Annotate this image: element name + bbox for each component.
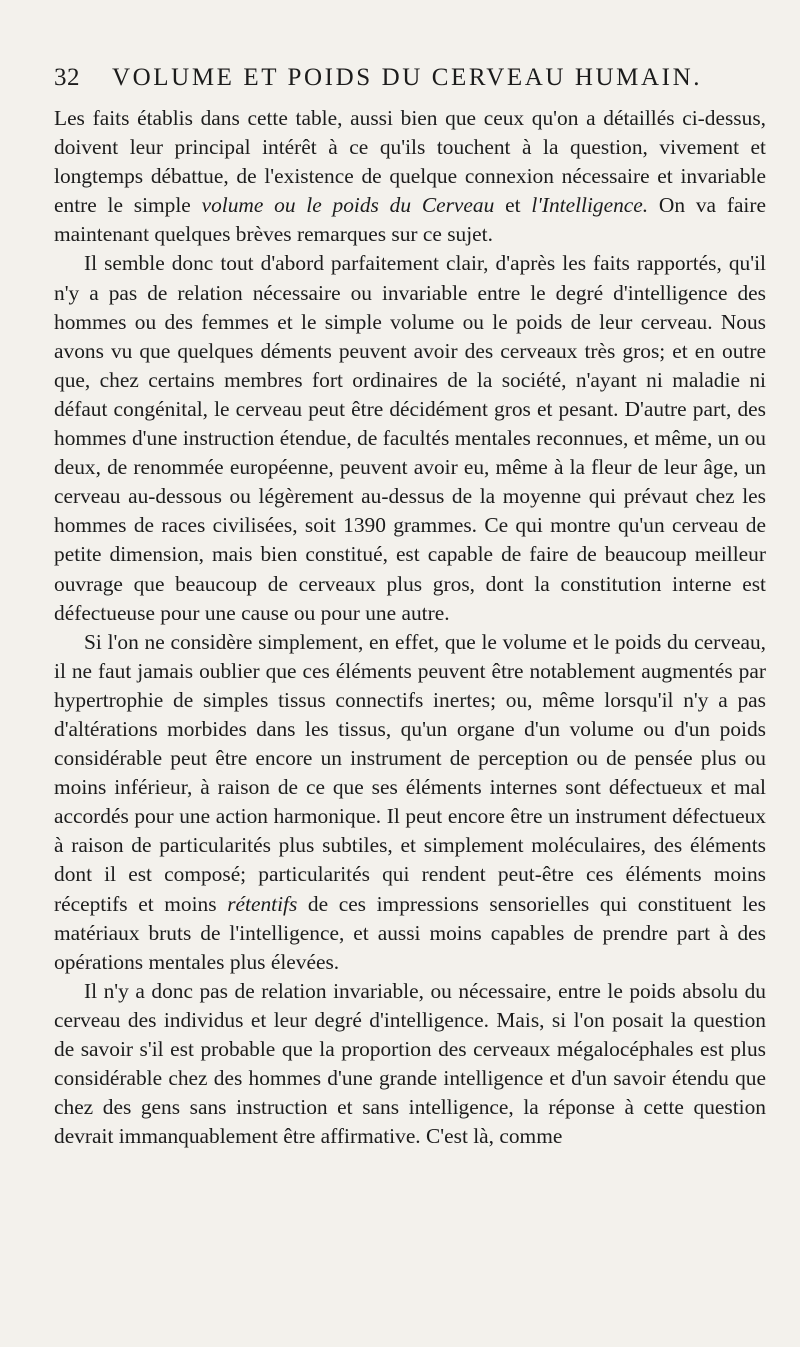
paragraph-3-text-a: Si l'on ne considère simplement, en effet, que le volume et le poids du cerveau, il ne faut jamais oublier que ces éléments peuvent être notablement augmentés par hypertrophie de simples tissus connectifs inertes; ou, même lorsqu'il n'y a pas d'altérations morbides dans les tissus, qu'un organe d'un volume ou d'un poids considérable peut être encore un instrument de perception ou de pensée plus ou moins inférieur, à raison de ce que ses éléments internes sont défectueux et mal accordés pour une action harmonique. Il peut encore être un instrument défectueux à raison de particularités plus subtiles, et simplement moléculaires, des éléments dont il est composé; particularités qui rendent peut-être ces éléments moins réceptifs et moins	[54, 629, 766, 916]
page-header	[54, 60, 766, 100]
paragraph-1-italic-intelligence: l'Intelligence.	[531, 193, 649, 218]
paragraph-3-text-b: de ces impressions sensorielles qui constituent les matériaux bruts de l'intelligence, et aussi moins capables de prendre part à des opérations mentales plus élevées.	[54, 891, 766, 974]
paragraph-1-text-a: Les faits établis dans cette table, aussi bien que ceux qu'on a détaillés ci-dessus, doivent leur principal intérêt à ce qu'ils touchent à la question, vivement et longtemps débattue, de l'existence de quelque connexion nécessaire et invariable entre le simple	[54, 106, 766, 218]
paragraph-4: Il n'y a donc pas de relation invariable, ou nécessaire, entre le poids absolu du cerveau des individus et leur degré d'intelligence. Mais, si l'on posait la question de savoir s'il est probable que la proportion des cerveaux mégalocéphales est plus considérable chez des hommes d'une grande intelligence et d'un savoir étendu que chez des gens sans instruction et sans intelligence, la réponse à cette question devrait immanquablement être affirmative. C'est là, comme	[54, 978, 766, 1149]
running-head: VOLUME ET POIDS DU CERVEAU HUMAIN.	[112, 64, 703, 91]
paragraph-1-text-b: et	[494, 193, 532, 218]
paragraph-3-italic-retentifs: rétentifs	[227, 891, 298, 916]
paragraph-1-italic-volume: volume ou le poids du Cerveau	[201, 193, 495, 218]
page-number: 32	[54, 64, 80, 91]
paragraph-1-text-c: On va faire maintenant quelques brèves remarques sur ce sujet.	[54, 193, 766, 247]
paragraph-3	[54, 628, 766, 977]
body-text	[54, 104, 766, 1151]
paragraph-1	[54, 104, 766, 249]
paragraph-2: Il semble donc tout d'abord parfaitement clair, d'après les faits rapportés, qu'il n'y a pas de relation nécessaire ou invariable entre le degré d'intelligence des hommes ou des femmes et le simple volume ou le poids de leur cerveau. Nous avons vu que quelques déments peuvent avoir des cerveaux très gros; et en outre que, chez certains membres fort ordinaires de la société, n'ayant ni maladie ni défaut congénital, le cerveau peut être décidément gros et pesant. D'autre part, des hommes d'une instruction étendue, de facultés mentales reconnues, et même, un ou deux, de renommée européenne, peuvent avoir eu, même à la fleur de leur âge, un cerveau au-dessous ou légèrement au-dessus de la moyenne qui prévaut chez les hommes de races civilisées, soit 1390 grammes. Ce qui montre qu'un cerveau de petite dimension, mais bien constitué, est capable de faire de beaucoup meilleur ouvrage que beaucoup de cerveaux plus gros, dont la constitution interne est défectueuse pour une cause ou pour une autre.	[54, 251, 766, 625]
